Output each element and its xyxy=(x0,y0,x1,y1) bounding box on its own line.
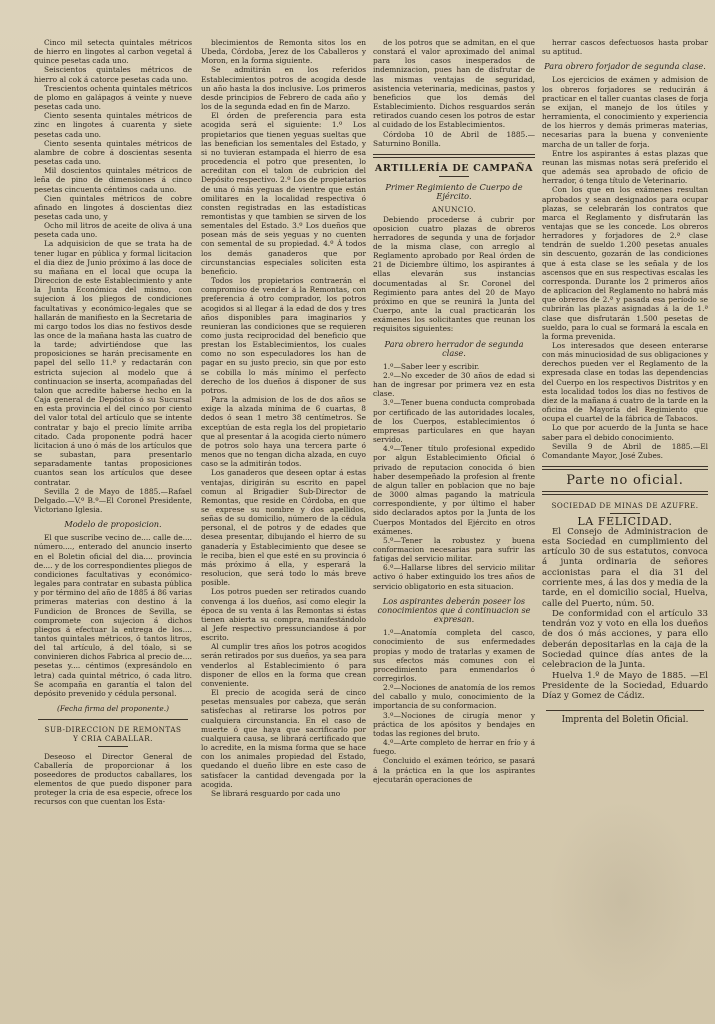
paragraph: Al cumplir tres años los potros acogidos serán retirados por sus dueños, ya sea para venderlos al Establecimiento ó para disponer de ellos en la forma que crean conveniente. xyxy=(201,642,366,688)
paragraph: 4.º—Tener título profesional expedido por algun Establecimiento Oficial ó privado de reputacion conocida ó bien haber desempeñado la profesion al frente de algun taller en poblacion que no baje de 3000 almas pagando la matrícula correspondiente, y por último el haber sido declarados aptos por la Junta de los Cuerpos Montados del Ejército en otros exámenes. xyxy=(373,444,535,536)
section-title: ARTILLERÍA DE CAMPAÑA xyxy=(374,162,534,174)
section-subtitle: Y CRIA CABALLAR. xyxy=(73,734,153,744)
subtitle: Primer Regimiento de Cuerpo de Ejército. xyxy=(385,182,523,202)
subtitle: Los aspirantes deberán poseer los conocimientos que á continuacion se expresan. xyxy=(377,595,531,625)
paragraph: Mil doscientos quintales métricos de leña de pino de dimensiones á cinco pesetas cincuenta céntimos cada uno. xyxy=(34,166,192,194)
paragraph: El Consejo de Administracion de esta Sociedad en cumplimiento del artículo 30 de sus estatutos, convoca á junta ordinaria de señores accionistas para el dia 31 del corriente mes, á las dos y media de la tarde, en el domicilio social, Huelva, calle del Puerto, núm. 50. xyxy=(542,526,708,609)
paragraph: El que suscribe vecino de.... calle de.... número...., enterado del anuncio inserto en el Boletin oficial del dia.... provincia de.... y de los correspondientes pliegos de condiciones facultativas y económico-legales para contratar en subasta pública y por término del año de 1885 á 86 varias primeras materias con destino á la Fundicion de Bronces de Sevilla, se compromete con sujecion á dichos pliegos á efectuar la entrega de los.... tantos quintales métricos, ó tantos litros, del tal artículo, á del tóalo, si se convinieren dichos Fabrica al precio de.... pesetas y.... céntimos (expresándolo en letra) cada quintal métrico, ó cada litro. Se acompaña en garantía el talon del depósito prevenido y cédula personal. xyxy=(34,533,192,698)
paragraph: La adquisicion de que se trata ha de tener lugar en pública y formal licitacion el dia diez de Junio próximo á las doce de su mañana en el local que ocupa la Direccion de este Establecimiento y ante la Junta Económica del mismo, con sujecion á los pliegos de condiciones facultativas y económico-legales que se hallarán de manifiesto en la Secretaria de mi cargo todos los dias no festivos desde las once de la mañana hasta las cuatro de la tarde; advirtiéndose que las proposiciones se harán precisamente en papel del sello 11.ª y redactarán con estricta sujecion al modelo que á continuacion se inserta, acompañadas del talon que acredite haberse hecho en la Caja general de Depósitos ó su Sucursal en esta provincia el del cinco por ciento del valor total del artículo que se intente contratar y bajo el precio límite arriba citado. Cada proponente podrá hacer licitacion á uno ó más de los artículos que se subastan, para presentarlo separadamente tantas proposiciones cuantos sean los artículos que desee contratar. xyxy=(34,239,192,487)
paragraph: Ciento sesenta quintales métricos de zinc en lingotes á cuarenta y siete pesetas cada uno. xyxy=(34,111,192,139)
paragraph: Entre los aspirantes á estas plazas que reunan las mismas notas será preferido el que además sea aprobado de oficio de herrador, ó tenga título de Veterinario. xyxy=(542,148,708,186)
paragraph: Con los que en los exámenes resultan aprobados y sean designados para ocupar plazas, se celebrarán los contratos que marca el Reglamento y disfrutarán las ventajas que se les concede. Los obreros herradores y forjadores de 2.ª clase tendrán de sueldo 1.200 pesetas anuales sin descuento, gozarán de las condiciones que á esta clase se les señala y de los ascensos que en sus respectivas escalas les corresponda. Durante los 2 primeros años de aplicacion del Reglamento no habrá más que obreros de 2.ª y pasada esa período se cubrirán las plazas asignadas á la de 1.ª clase que disfrutarán 1.500 pesetas de sueldo, para lo cual se formará la escala en la forma prevenida. xyxy=(542,185,708,341)
paragraph: Para la admision de los de dos años se exige la alzada mínima de 6 cuartas, 8 dedos ó sean 1 metro 38 centímetros. Se exceptúan de esta regla los del propietario que al presentar á la acogida cierto número de potros solo haya una tercera parte ó menos que no tengan dicha alzada, en cuyo caso se la admitirán todos. xyxy=(201,395,366,469)
paragraph: El órden de preferencia para esta acogida será el siguiente: 1.º Los propietarios que tienen yeguas sueltas que las benefician los sementales del Estado, y si no tuvieran estampada el hierro de esa procedencia el potro que presenten, lo acreditan con el talon de cubricion del Depósito respectivo. 2.º Los de propietarios de una ó más yeguas de vientre que están omilitares en la localidad respectiva ó consten registradas en las estadísticas remontistas y que tambien se sirven de los sementales del Estado. 3.º Los dueños que posean más de seis yeguas y no cuenten con semental de su propiedad. 4.º Á todos los demás ganaderos que por circunstancias especiales soliciten esta beneficio. xyxy=(201,111,366,276)
paragraph: Sevilla 2 de Mayo de 1885.—Rafael Delgado.—V.º B.º—El Coronel Presidente, Victoriano Iglesia. xyxy=(34,486,192,514)
column-4 xyxy=(542,38,708,725)
double-divider xyxy=(542,491,708,495)
paragraph: Seiscientos quintales métricos de hierro al cok á catorce pesetas cada uno. xyxy=(34,65,192,84)
paragraph: 1.º—Anatomía completa del casco, conocimiento de sus enfermedades propias y modo de tratarlas y examen de sus efectos más comunes con el procedimiento para enmendarlos ó corregirlos. xyxy=(373,628,535,683)
divider xyxy=(546,710,704,711)
company-title: SOCIEDAD DE MINAS DE AZUFRE. xyxy=(551,501,699,511)
divider xyxy=(98,746,128,747)
paragraph: 3.º—Nociones de cirugía menor y práctica de los apósitos y bendajes en todas las regiones del bruto. xyxy=(373,710,535,738)
paragraph: Ocho mil litros de aceite de oliva á una peseta cada uno. xyxy=(34,221,192,240)
paragraph: herrar cascos defectuosos hasta probar su aptitud. xyxy=(542,38,708,57)
paragraph: 2.º—Nociones de anatomía de los remos del caballo y mulo, conocimiento de la importancia de su conformacion. xyxy=(373,683,535,711)
paragraph: Los interesados que deseen enterarse con más minuciosidad de sus obligaciones y derechos pueden ver el Reglamento de la expresada clase en todas las dependencias del Cuerpo en los respectivos Distritos y en esta localidad todos los dias no festivos de diez de la mañana á cuatro de la tarde en la oficina de Mayoría del Regimiento que ocupa el cuartel de la fábrica de Tabacos. xyxy=(542,341,708,424)
subtitle: Para obrero forjador de segunda clase. xyxy=(544,61,706,72)
section-title: Parte no oficial. xyxy=(566,473,684,489)
subtitle: Para obrero herrador de segunda clase. xyxy=(384,338,524,358)
paragraph: 6.º—Hallarse libres del servicio militar activo ó haber extinguido los tres años de servicio obligatorio en esta situacion. xyxy=(373,563,535,591)
double-divider xyxy=(542,466,708,470)
paragraph: 2.º—No exceder de 30 años de edad si han de ingresar por primera vez en esta clase. xyxy=(373,371,535,399)
divider xyxy=(38,719,188,720)
paragraph: 1.º—Saber leer y escribir. xyxy=(383,361,480,371)
printer-imprint: Imprenta del Boletin Oficial. xyxy=(561,714,689,725)
paragraph: Deseoso el Director General de Caballería de proporcionar á los poseedores de productos caballares, los elementos de que puedo disponer para proteger la cria de esa especie, ofrece los recursos con que cuentan los Esta- xyxy=(34,751,192,807)
paragraph: Todos los propietarios contraerán el compromiso de vender á la Remontas, con preferencia á otro comprador, los potros acogidos si al llegar á la edad de dos y tres años disponibles para imaginarios y reunieran las condiciones que se requieren como justa reciprocidad del beneficio que prestan los Establecimientos, los cuales como no son especuladores los han de pagar en su justo precio, sin que por esto se cobilla lo más mínimo el perfecto derecho de los dueños á disponer de sus potros. xyxy=(201,276,366,395)
subtitle: Modelo de proposicion. xyxy=(64,519,162,530)
paragraph: Huelva 1.º de Mayo de 1885. —El Presidente de la Sociedad, Eduardo Díaz y Gomez de Cádiz. xyxy=(542,670,708,702)
paragraph: Lo que por acuerdo de la Junta se hace saber para el debido conocimiento. xyxy=(542,423,708,442)
divider xyxy=(610,513,640,514)
paragraph: Trescientos ochenta quintales métricos de plomo en galápagos á veinte y nueve pesetas cada uno. xyxy=(34,83,192,112)
signature-note: (Fecha firma del proponente.) xyxy=(56,704,170,714)
paragraph: Cinco mil setecta quintales métricos de hierro en lingotes al carbon vegetal á quince pesetas cada uno. xyxy=(34,38,192,66)
paragraph: De conformidad con el artículo 33 tendrán voz y voto en ella los dueños de dos ó más acciones, y para ello deberán depositarlas en la caja de la Sociedad quince días antes de la celebracion de la Junta. xyxy=(542,608,708,671)
paragraph: 4.º—Arte completo de herrar en frío y á fuego. xyxy=(373,738,535,757)
divider xyxy=(439,176,469,177)
column-3 xyxy=(373,38,535,784)
notice-heading: ANUNCIO. xyxy=(432,205,476,215)
paragraph: 3.º—Tener buena conducta comprobada por certificado de las autoridades locales, de los Cuerpos, establecimientos ó empresas particulares en que hayan servido. xyxy=(373,398,535,445)
notice-body xyxy=(542,527,708,702)
paragraph: Los potros pueden ser retirados cuando convenga á los dueños, así como elegir la época de su venta á las Remontas si éstas tienen abierta su compra, manifestándolo al Jefe respectivo pressunciandose á por escrito. xyxy=(201,587,366,643)
section-title: SUB-DIRECCION DE REMONTAS xyxy=(44,725,182,735)
paragraph: Ciento sesenta quintales métricos de alambre de cobre á doscientas sesenta pesetas cada uno. xyxy=(34,138,192,167)
paragraph: Los ejercicios de exámen y admision de los obreros forjadores se reducirán á practicar en el taller cuantas clases de forja se exijan, el manejo de los útiles y herramienta, el conocimiento y experiencia de los hierros y demás primeras materias, necesarias para la buena y conveniente marcha de un taller de forja. xyxy=(542,75,708,149)
paragraph: blecimientos de Remonta sitos los en Ubeda, Córdoba, Jerez de los Caballeros y Moron, en la forma siguiente. xyxy=(201,38,366,66)
paragraph: El precio de acogida será de cinco pesetas mensuales por cabeza, que serán satisfechas al retirarse los potros por cualquiera circunstancia. En el caso de muerte ó que haya que sacrificarlo por cualquiera causa, se librará certificado que lo acredite, en la misma forma que se hace con los animales propiedad del Estado, quedando el dueño libre en este caso de satisfacer la cantidad devengada por la acogida. xyxy=(201,688,366,789)
paragraph: Los ganaderos que deseen optar á estas ventajas, dirigirán su escrito en papel comun al Brigadier Sub-Director de Remontas, que reside en Córdoba, en que se exprese su nombre y dos apellidos, señas de su domicilio, número de la cédula personal, el de potros y de edades que desea presentar, dibujando el hierro de su ganadería y Establecimiento que desee se le reciba, bien el que esté en su provincia ó más próximo á ella, y esperará la resolucion, que será todo lo más breve posible. xyxy=(201,468,366,588)
column-2 xyxy=(201,38,366,798)
company-name: LA FELICIDAD. xyxy=(577,515,673,529)
paper-stain xyxy=(548,800,698,1000)
paragraph: Debiendo procederse á cubrir por oposicion cuatro plazas de obreros herradores de segunda y una de forjador de la misma clase, con arreglo al Reglamento aprobado por Real órden de 21 de Diciembre último, los aspirantes á ellas elevarán sus instancias documentadas al Sr. Coronel del Regimiento para antes del 20 de Mayo próximo en que se reunirá la Junta del Cuerpo, ante la cual practicarán los exámenes los solicitantes que reunan los requisitos siguientes: xyxy=(373,214,535,334)
column-1 xyxy=(34,38,192,807)
double-divider xyxy=(373,154,535,158)
paragraph: Córdoba 10 de Abril de 1885.—Saturnino Bonilla. xyxy=(373,129,535,148)
paragraph: Cien quintales métricos de cobre afinado en lingotes á doscientas diez pesetas cada uno, y xyxy=(34,193,192,221)
paragraph: Concluido el exámen teórico, se pasará á la práctica en la que los aspirantes ejecutarán operaciones de xyxy=(373,756,535,784)
paragraph: Se librará resguardo por cada uno xyxy=(211,788,341,798)
paragraph: Sevilla 9 de Abril de 1885.—El Comandante Mayor, José Zubes. xyxy=(542,441,708,460)
paragraph: Se admitirán en los referidos Establecimientos potros de acogida desde un año hasta la dos inclusive. Los primeros desde principios de Febrero de cada año y los de la segunda edad en fin de Marzo. xyxy=(201,65,366,112)
paragraph: 5.º—Tener la robustez y buena conformacion necesarias para sufrir las fatigas del servicio militar. xyxy=(373,535,535,564)
paragraph: de los potros que se admitan, en el que constará el valor aproximado del animal para los casos inesperados de indemnizacion, pues han de disfrutar de las mismas ventajas de seguridad, asistencia veterinaria, medicinas, pastos y beneficios que los demás del Establecimiento. Dichos resguardos serán retirados cuando cesen los potros de estar al cuidado de los Establecimientos. xyxy=(373,38,535,130)
